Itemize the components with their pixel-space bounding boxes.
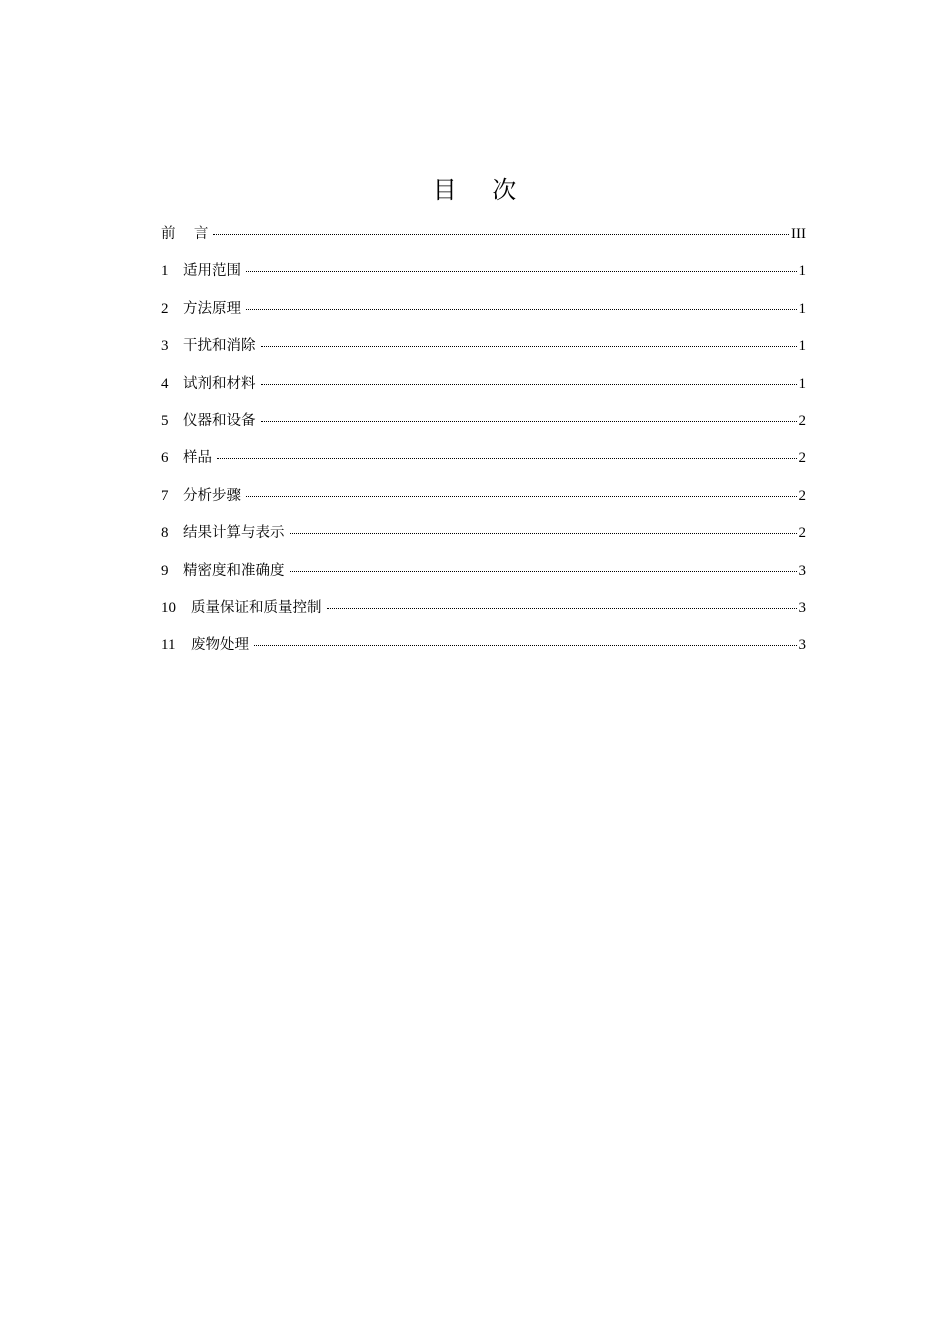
toc-entry-number: 5: [161, 412, 169, 429]
toc-entry-label: 质量保证和质量控制: [191, 599, 322, 616]
toc-entry-10[interactable]: [161, 594, 806, 631]
toc-entry-9[interactable]: [161, 557, 806, 594]
toc-entry-label: 分析步骤: [183, 487, 241, 504]
toc-entry-label: 结果计算与表示: [183, 525, 285, 542]
toc-entry-page: 3: [798, 599, 806, 616]
dot-leader: [261, 421, 797, 422]
toc-entry-3[interactable]: [161, 332, 806, 369]
dot-leader: [213, 234, 789, 235]
toc-entry-number: 8: [161, 525, 169, 542]
toc-entry-page: 1: [798, 263, 806, 280]
toc-entry-label: 适用范围: [183, 263, 241, 280]
toc-entry-number: 10: [161, 599, 176, 616]
toc-entry-number: 4: [161, 375, 169, 392]
toc-entry-label: 试剂和材料: [183, 375, 256, 392]
dot-leader: [246, 309, 797, 310]
toc-entry-2[interactable]: [161, 295, 806, 332]
toc-entry-5[interactable]: [161, 407, 806, 444]
toc-entry-page: 2: [798, 487, 806, 504]
dot-leader: [327, 608, 797, 609]
toc-entry-label: 方法原理: [183, 300, 241, 317]
toc-entry-label: 废物处理: [191, 637, 249, 654]
toc-entry-11[interactable]: [161, 631, 806, 668]
dot-leader: [261, 384, 797, 385]
toc-entry-page: 3: [798, 637, 806, 654]
toc-entry-page: 1: [798, 375, 806, 392]
toc-entry-number: 7: [161, 487, 169, 504]
toc-entry-number: 3: [161, 338, 169, 355]
toc-entry-page: 3: [798, 562, 806, 579]
toc-entry-number: 2: [161, 300, 169, 317]
toc-entry-page: 1: [798, 300, 806, 317]
toc-entry-1[interactable]: [161, 257, 806, 294]
dot-leader: [246, 271, 797, 272]
toc-entry-label: 前 言: [161, 226, 209, 242]
toc-entry-foreword[interactable]: [161, 220, 806, 257]
dot-leader: [261, 346, 797, 347]
toc-entry-8[interactable]: [161, 519, 806, 556]
toc-entry-4[interactable]: [161, 370, 806, 407]
toc-entry-label: 干扰和消除: [183, 338, 256, 355]
toc-entry-number: 6: [161, 450, 169, 467]
toc-entry-label: 样品: [183, 450, 212, 467]
toc-entry-page: 2: [798, 412, 806, 429]
page-title: 目 次: [432, 176, 518, 204]
toc-entry-number: 1: [161, 263, 169, 280]
toc-entry-page: III: [791, 226, 806, 242]
toc-entry-page: 1: [798, 338, 806, 355]
dot-leader: [246, 496, 797, 497]
table-of-contents: [161, 220, 806, 669]
toc-entry-number: 11: [161, 637, 176, 654]
dot-leader: [254, 645, 797, 646]
toc-entry-label: 精密度和准确度: [183, 562, 285, 579]
toc-entry-7[interactable]: [161, 482, 806, 519]
dot-leader: [290, 533, 797, 534]
toc-entry-number: 9: [161, 562, 169, 579]
toc-entry-page: 2: [798, 525, 806, 542]
toc-entry-label: 仪器和设备: [183, 412, 256, 429]
dot-leader: [290, 571, 797, 572]
toc-entry-page: 2: [798, 450, 806, 467]
dot-leader: [217, 458, 797, 459]
toc-entry-6[interactable]: [161, 444, 806, 481]
